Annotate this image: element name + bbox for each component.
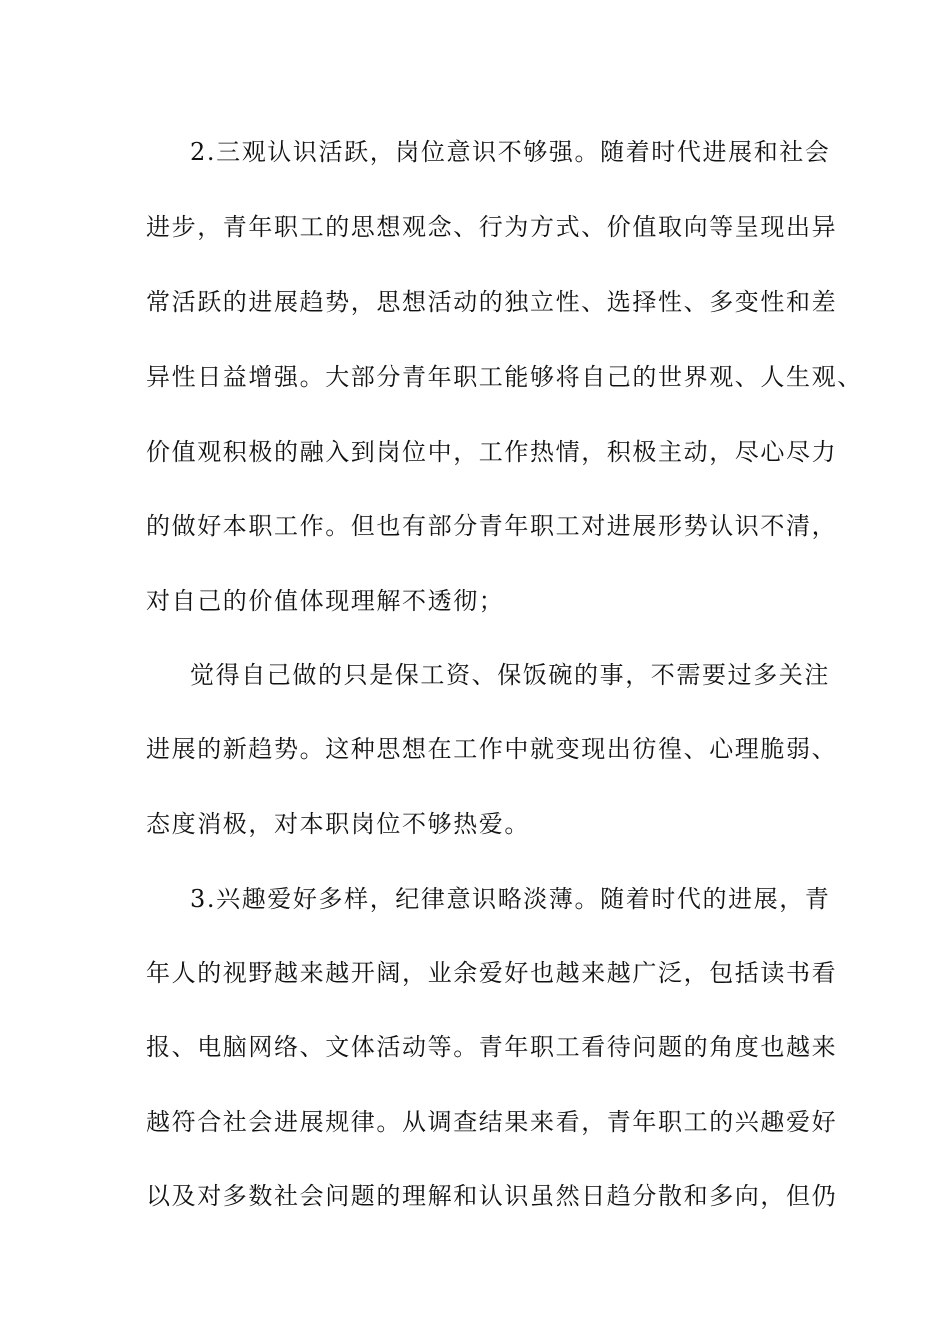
paragraph-line: 3.兴趣爱好多样，纪律意识略淡薄。随着时代的进展，青 <box>190 885 831 913</box>
paragraph-line: 对自己的价值体现理解不透彻； <box>146 587 505 615</box>
paragraph-line: 2.三观认识活跃，岗位意识不够强。随着时代进展和社会 <box>190 138 831 166</box>
paragraph-line: 年人的视野越来越开阔，业余爱好也越来越广泛，包括读书看 <box>146 959 838 987</box>
paragraph-line: 越符合社会进展规律。从调查结果来看，青年职工的兴趣爱好 <box>146 1108 838 1136</box>
paragraph-line: 的做好本职工作。但也有部分青年职工对进展形势认识不清， <box>146 512 838 540</box>
paragraph-line: 进步，青年职工的思想观念、行为方式、价值取向等呈现出异 <box>146 213 838 241</box>
paragraph-line: 态度消极，对本职岗位不够热爱。 <box>146 810 530 838</box>
paragraph-line: 以及对多数社会问题的理解和认识虽然日趋分散和多向，但仍 <box>146 1182 838 1210</box>
paragraph-line: 报、电脑网络、文体活动等。青年职工看待问题的角度也越来 <box>146 1033 838 1061</box>
paragraph-line: 常活跃的进展趋势，思想活动的独立性、选择性、多变性和差 <box>146 288 838 316</box>
paragraph-line: 觉得自己做的只是保工资、保饭碗的事，不需要过多关注 <box>190 661 830 689</box>
paragraph-line: 价值观积极的融入到岗位中，工作热情，积极主动，尽心尽力 <box>146 438 838 466</box>
paragraph-line: 进展的新趋势。这种思想在工作中就变现出彷徨、心理脆弱、 <box>146 735 838 763</box>
paragraph-line: 异性日益增强。大部分青年职工能够将自己的世界观、人生观、 <box>146 363 863 391</box>
